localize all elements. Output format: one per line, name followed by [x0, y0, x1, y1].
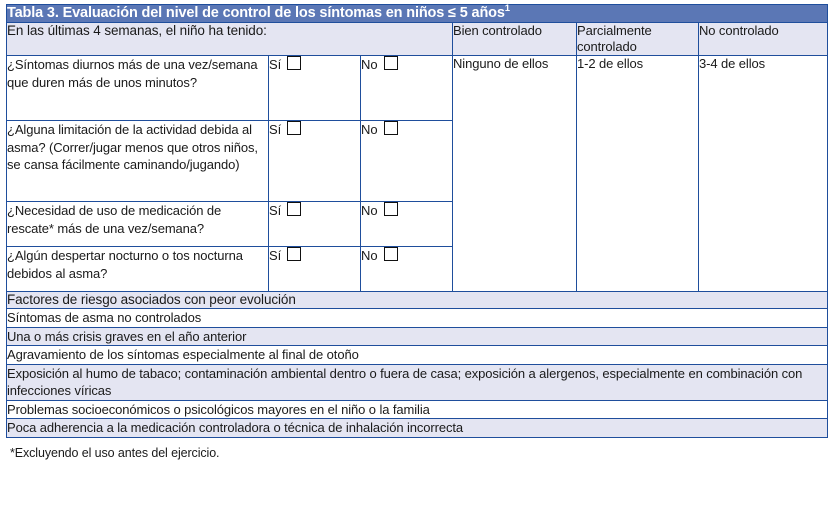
- question-4-yes-option[interactable]: [269, 247, 361, 292]
- question-text-3: ¿Necesidad de uso de medicación de rescate* más de una vez/semana?: [7, 202, 269, 247]
- yes-label: Sí: [269, 122, 282, 137]
- checkbox-icon[interactable]: [384, 56, 398, 70]
- subheader-question-label: En las últimas 4 semanas, el niño ha tenido:: [7, 23, 453, 56]
- checkbox-icon[interactable]: [384, 247, 398, 261]
- asthma-control-table: [6, 4, 828, 438]
- table-title-text: Tabla 3. Evaluación del nivel de control de los síntomas en niños ≤ 5 años: [7, 5, 505, 21]
- yes-label: Sí: [269, 248, 282, 263]
- risk-factor-4: Exposición al humo de tabaco; contaminación ambiental dentro o fuera de casa; exposición a alergenos, especialmente en combinación con infecciones víricas: [7, 364, 828, 400]
- risk-section-title: Factores de riesgo asociados con peor evolución: [7, 292, 828, 309]
- subheader-well-controlled: Bien controlado: [453, 23, 577, 56]
- control-level-uncontrolled: 3-4 de ellos: [699, 56, 828, 292]
- control-level-well: Ninguno de ellos: [453, 56, 577, 292]
- question-4-no-option[interactable]: [361, 247, 453, 292]
- risk-factor-5: Problemas socioeconómicos o psicológicos mayores en el niño o la familia: [7, 400, 828, 419]
- question-text-1: ¿Síntomas diurnos más de una vez/semana que duren más de unos minutos?: [7, 56, 269, 121]
- no-label: No: [361, 57, 378, 72]
- table-title-cell: [7, 5, 828, 23]
- risk-factor-row: [7, 346, 828, 365]
- risk-factor-6: Poca adherencia a la medicación controladora o técnica de inhalación incorrecta: [7, 419, 828, 438]
- control-level-partly: 1-2 de ellos: [577, 56, 699, 292]
- question-2-no-option[interactable]: [361, 121, 453, 202]
- question-2-yes-option[interactable]: [269, 121, 361, 202]
- table-title: [7, 5, 827, 22]
- checkbox-icon[interactable]: [287, 247, 301, 261]
- risk-factor-2: Una o más crisis graves en el año anterior: [7, 327, 828, 346]
- question-3-no-option[interactable]: [361, 202, 453, 247]
- no-label: No: [361, 122, 378, 137]
- checkbox-icon[interactable]: [287, 121, 301, 135]
- risk-factor-1: Síntomas de asma no controlados: [7, 309, 828, 328]
- question-1-yes-option[interactable]: [269, 56, 361, 121]
- checkbox-icon[interactable]: [287, 56, 301, 70]
- question-1-no-option[interactable]: [361, 56, 453, 121]
- yes-label: Sí: [269, 57, 282, 72]
- checkbox-icon[interactable]: [287, 202, 301, 216]
- question-text-2: ¿Alguna limitación de la actividad debida al asma? (Correr/jugar menos que otros niños, se cansa fácilmente caminando/jugando): [7, 121, 269, 202]
- no-label: No: [361, 203, 378, 218]
- question-row: [7, 56, 828, 121]
- yes-label: Sí: [269, 203, 282, 218]
- risk-factor-row: [7, 419, 828, 438]
- subheader-uncontrolled: No controlado: [699, 23, 828, 56]
- table-title-row: [7, 5, 828, 23]
- checkbox-icon[interactable]: [384, 202, 398, 216]
- risk-factor-row: [7, 327, 828, 346]
- table-title-superscript: 1: [504, 3, 510, 15]
- risk-factor-row: [7, 364, 828, 400]
- question-text-4: ¿Algún despertar nocturno o tos nocturna debidos al asma?: [7, 247, 269, 292]
- checkbox-icon[interactable]: [384, 121, 398, 135]
- risk-factor-3: Agravamiento de los síntomas especialmente al final de otoño: [7, 346, 828, 365]
- subheader-partly-controlled: Parcialmente controlado: [577, 23, 699, 56]
- table-subheader-row: [7, 23, 828, 56]
- table-footnote: *Excluyendo el uso antes del ejercicio.: [10, 445, 220, 460]
- no-label: No: [361, 248, 378, 263]
- risk-factor-row: [7, 400, 828, 419]
- risk-factor-row: [7, 309, 828, 328]
- question-3-yes-option[interactable]: [269, 202, 361, 247]
- risk-section-header-row: [7, 292, 828, 309]
